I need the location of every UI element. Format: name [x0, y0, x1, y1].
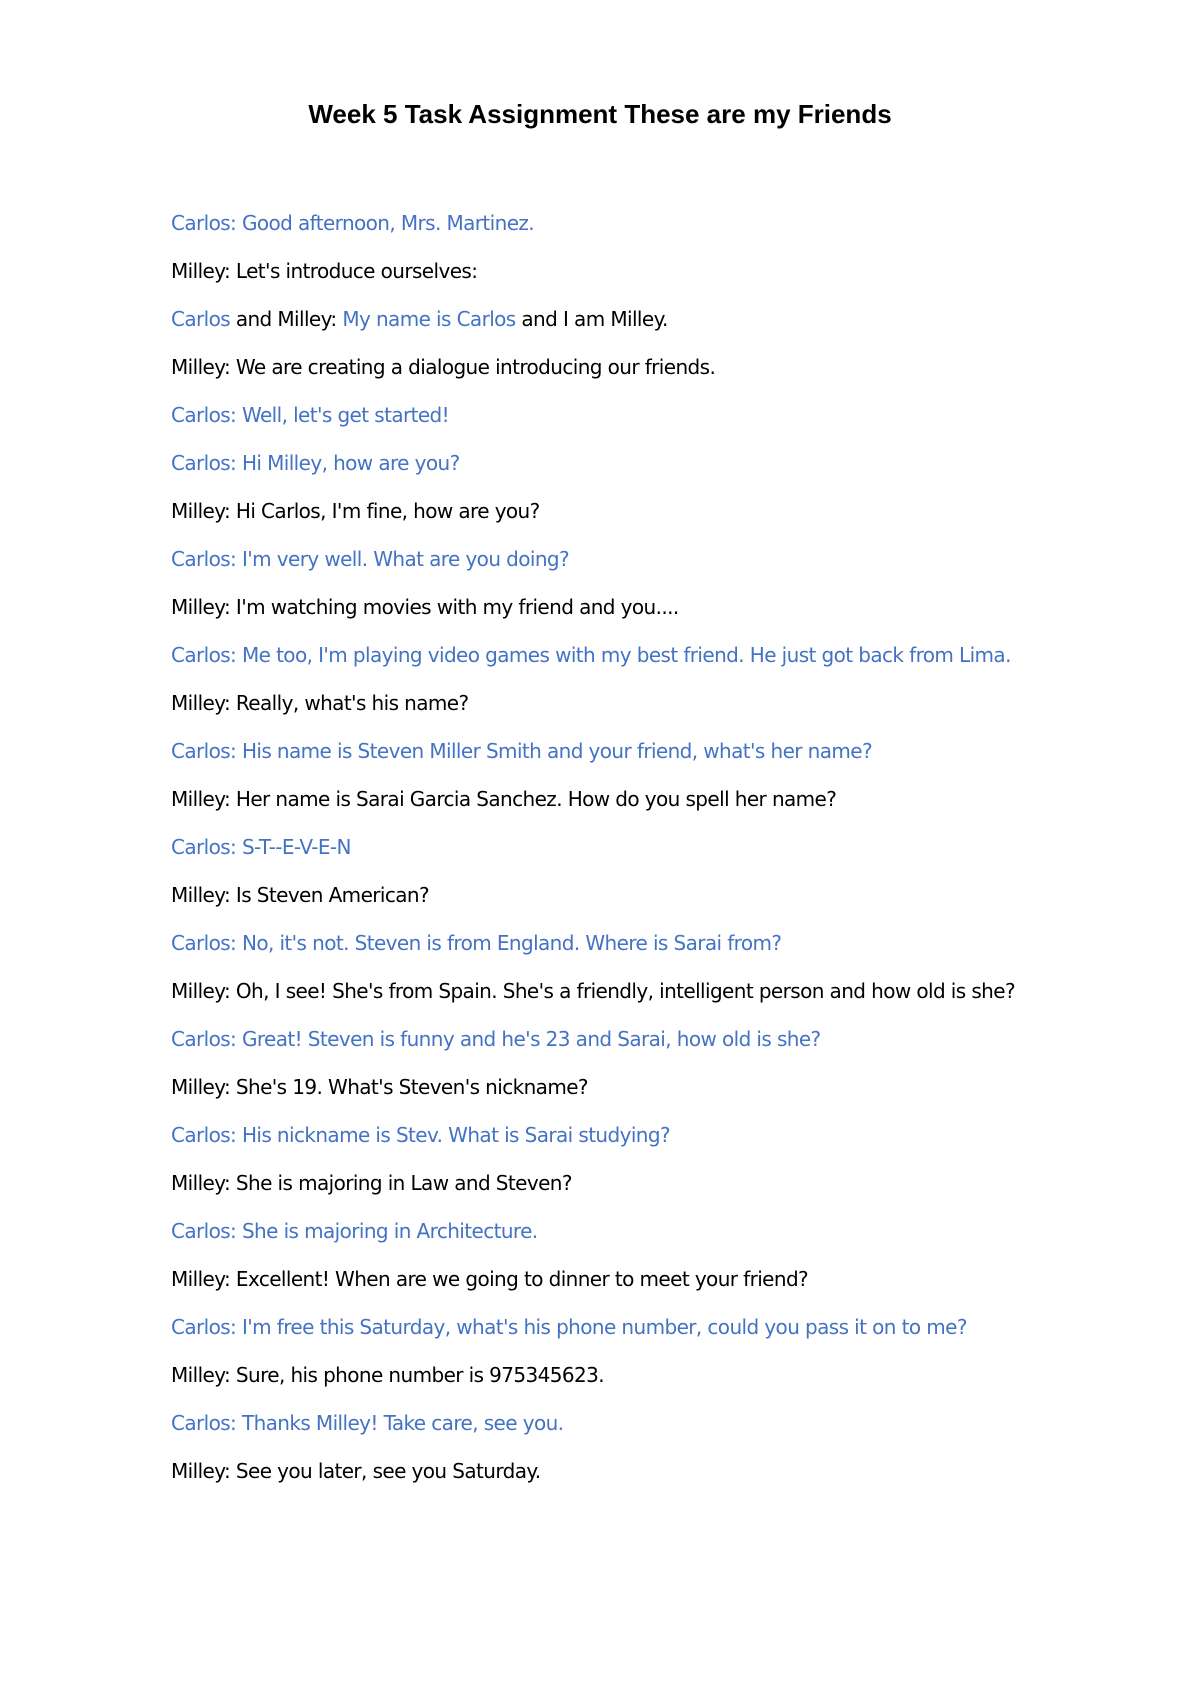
dialogue-line: Carlos: Hi Milley, how are you?: [171, 451, 460, 475]
dialogue-line: Milley: She's 19. What's Steven's nickname?: [171, 1075, 588, 1099]
dialogue-line: Carlos: S-T--E-V-E-N: [171, 835, 351, 859]
dialogue-line: Carlos: Thanks Milley! Take care, see you.: [171, 1411, 564, 1435]
dialogue-line: Milley: Let's introduce ourselves:: [171, 259, 478, 283]
dialogue-line-mixed: [171, 303, 1035, 335]
dialogue-line: Carlos: Good afternoon, Mrs. Martinez.: [171, 211, 535, 235]
dialogue-line: Milley: Sure, his phone number is 975345623.: [171, 1363, 605, 1387]
dialogue-line: Milley: Oh, I see! She's from Spain. She's a friendly, intelligent person and how old is she?: [171, 979, 1015, 1003]
dialogue-line: Carlos: No, it's not. Steven is from England. Where is Sarai from?: [171, 931, 782, 955]
dialogue-line: Carlos: Me too, I'm playing video games with my best friend. He just got back from Lima.: [171, 643, 1011, 667]
dialogue-line: Carlos: Great! Steven is funny and he's 23 and Sarai, how old is she?: [171, 1027, 821, 1051]
dialogue-line: Milley: We are creating a dialogue introducing our friends.: [171, 355, 716, 379]
dialogue-line: Carlos: Well, let's get started!: [171, 403, 450, 427]
speaker-carlos: Carlos: [171, 307, 231, 331]
dialogue-line: Carlos: His name is Steven Miller Smith and your friend, what's her name?: [171, 739, 872, 763]
carlos-intro: My name is Carlos: [342, 307, 516, 331]
document-title: Week 5 Task Assignment These are my Friends: [308, 99, 892, 129]
milley-intro: and I am Milley.: [515, 307, 668, 331]
dialogue-line: Milley: Her name is Sarai Garcia Sanchez. How do you spell her name?: [171, 787, 837, 811]
dialogue-line: Carlos: I'm free this Saturday, what's his phone number, could you pass it on to me?: [171, 1315, 967, 1339]
dialogue-line: Milley: She is majoring in Law and Steven?: [171, 1171, 572, 1195]
dialogue-line: Milley: I'm watching movies with my friend and you....: [171, 595, 679, 619]
dialogue-line: Carlos: His nickname is Stev. What is Sarai studying?: [171, 1123, 670, 1147]
dialogue-line: Milley: Is Steven American?: [171, 883, 429, 907]
dialogue-line: Milley: Hi Carlos, I'm fine, how are you?: [171, 499, 540, 523]
dialogue-line: Carlos: I'm very well. What are you doing?: [171, 547, 570, 571]
dialogue-line: Milley: Excellent! When are we going to dinner to meet your friend?: [171, 1267, 809, 1291]
dialogue-line: Carlos: She is majoring in Architecture.: [171, 1219, 538, 1243]
speaker-joiner: and Milley:: [230, 307, 343, 331]
dialogue-line: Milley: Really, what's his name?: [171, 691, 469, 715]
dialogue-line: Milley: See you later, see you Saturday.: [171, 1459, 541, 1483]
dialogue: [171, 207, 1035, 1503]
